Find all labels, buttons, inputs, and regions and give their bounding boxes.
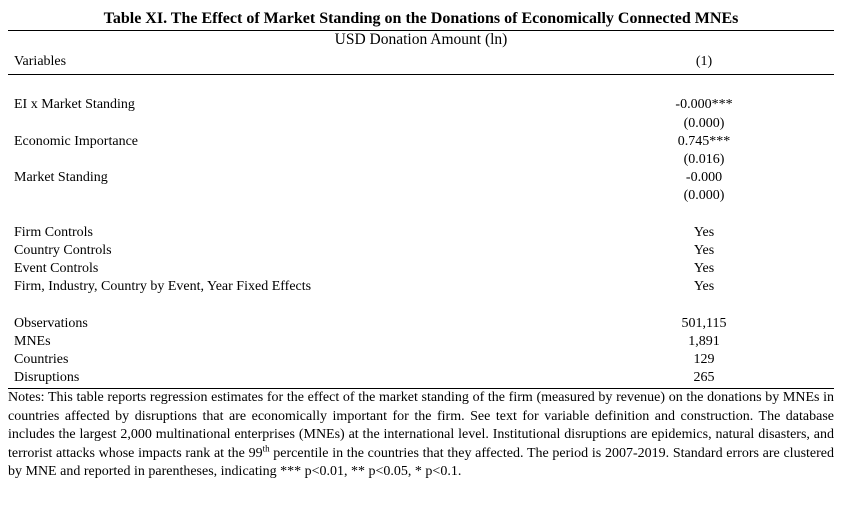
stat-label: Disruptions — [14, 370, 80, 385]
se-row — [14, 187, 834, 205]
control-value: Yes — [693, 243, 715, 258]
stat-value: 1,891 — [688, 334, 720, 349]
notes-text-part2: percentile in the countries that they affected. The period is 2007-2019. Standard errors are clustered by MNE and reported in parentheses, indicating *** p<0.01, ** p<0.05, * p<0.1. — [8, 445, 834, 479]
dependent-variable-label: USD Donation Amount (ln) — [334, 31, 508, 48]
stat-label: MNEs — [14, 334, 51, 349]
coef-row — [14, 133, 834, 151]
stat-label: Countries — [14, 352, 69, 367]
control-label: Firm, Industry, Country by Event, Year Fixed Effects — [14, 279, 312, 294]
coef-se: (0.016) — [683, 152, 725, 167]
control-row — [14, 260, 834, 278]
column-header: (1) — [695, 54, 713, 69]
se-row — [14, 151, 834, 169]
stat-row — [14, 369, 834, 387]
header-row — [14, 53, 834, 71]
stat-value: 129 — [693, 352, 715, 367]
coef-estimate: 0.745*** — [677, 134, 731, 149]
coef-label: EI x Market Standing — [14, 97, 135, 112]
control-value: Yes — [693, 225, 715, 240]
coef-row — [14, 96, 834, 114]
stat-row — [14, 333, 834, 351]
notes-text-part1: Notes: This table reports regression estimates for the effect of the market standing of the firm (measured by revenue) on the donations by MNEs in countries affected by disruptions that are economically important for the firm. See text for variable definition and construction. The database includes the largest 2,000 multinational enterprises (MNEs) at the international level. Institutional disruptions are epidemics, natural disasters, and terrorist attacks whose impacts rank at the 99 — [8, 390, 834, 461]
coef-row — [14, 169, 834, 187]
control-row — [14, 242, 834, 260]
control-label: Firm Controls — [14, 225, 93, 240]
se-row — [14, 115, 834, 133]
table-title: Table XI. The Effect of Market Standing on the Donations of Economically Connected MNEs — [103, 10, 739, 27]
control-row — [14, 224, 834, 242]
notes-superscript: th — [262, 442, 270, 453]
stat-row — [14, 315, 834, 333]
coef-label: Market Standing — [14, 170, 108, 185]
coef-se: (0.000) — [683, 188, 725, 203]
coef-estimate: -0.000*** — [675, 97, 733, 112]
control-label: Country Controls — [14, 243, 112, 258]
coef-se: (0.000) — [683, 116, 725, 131]
control-value: Yes — [693, 261, 715, 276]
stat-label: Observations — [14, 316, 88, 331]
control-row — [14, 278, 834, 296]
control-value: Yes — [693, 279, 715, 294]
variables-header: Variables — [14, 54, 67, 69]
table-notes — [8, 389, 834, 482]
coef-estimate: -0.000 — [685, 170, 723, 185]
stat-value: 501,115 — [681, 316, 727, 331]
coef-label: Economic Importance — [14, 134, 139, 149]
stat-value: 265 — [693, 370, 715, 385]
stat-row — [14, 351, 834, 369]
header-rule — [8, 74, 834, 75]
control-label: Event Controls — [14, 261, 99, 276]
